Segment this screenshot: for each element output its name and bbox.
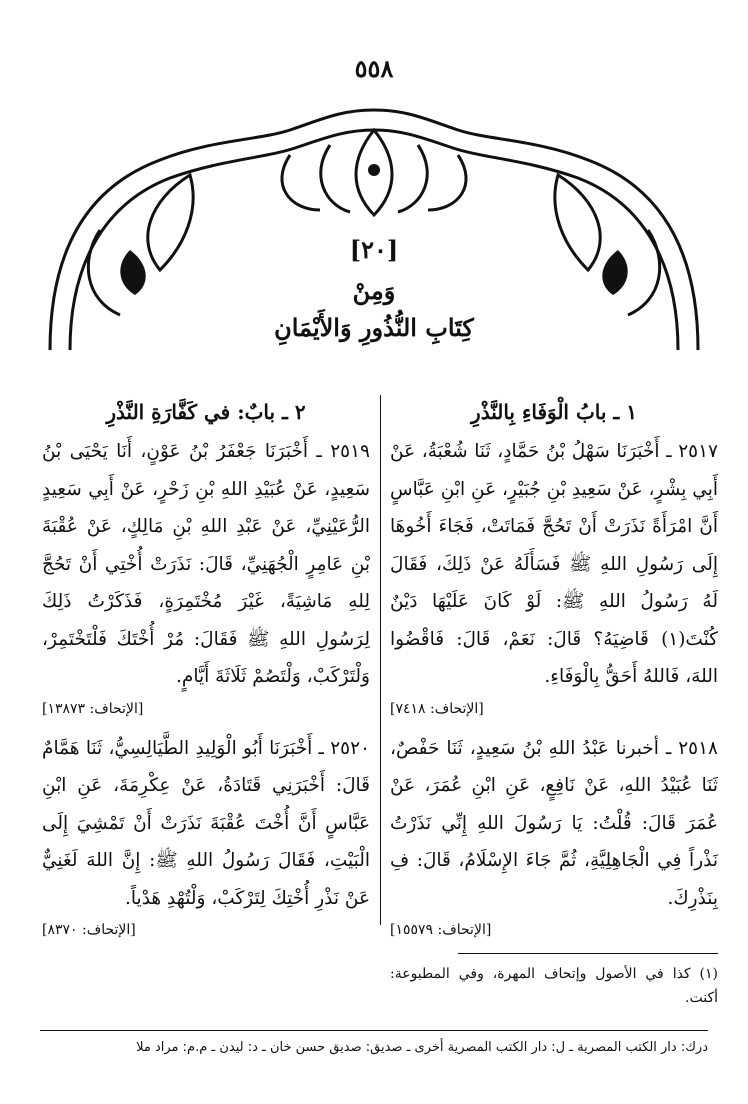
manuscript-sigla: درك: دار الكتب المصرية ـ ل: دار الكتب المصرية أخرى ـ صديق: صديق حسن خان ـ د: ليدن ـ م.م: مراد ملا (136, 1040, 708, 1055)
footnote: (١) كذا في الأصول وإتحاف المهرة، وفي المطبوعة: أكنت. (390, 966, 718, 1006)
bab-title-2: ٢ ـ بابٌ: في كَفَّارَةِ النَّذْرِ (106, 400, 306, 424)
hadith-2520: ٢٥٢٠ ـ أَخْبَرَنَا أَبُو الْوَلِيدِ الطَّيَالِسِيُّ، ثَنَا هَمَّامٌ قَالَ: أَخْبَرَنِي قَتَادَةُ، عَنْ عِكْرِمَةَ، عَنِ ابْنِ عَبَّاسٍ أَنَّ أُخْتَ عُقْبَةَ نَذَرَتْ أَنْ تَمْشِيَ إِلَى الْبَيْتِ، فَقَالَ رَسُولُ اللهِ ﷺ: إِنَّ اللهَ لَغَنِيٌّ عَنْ نَذْرِ أُخْتِكَ لِتَرْكَبْ، وَلْتُهْدِ هَدْياً. (42, 737, 370, 909)
chapter-title: كِتَابِ النُّذُورِ وَالأَيْمَانِ (274, 313, 474, 342)
right-column (390, 395, 718, 1010)
ithaf-reference-2517: [الإتحاف: ٧٤١٨] (390, 700, 484, 717)
ithaf-reference-2518: [الإتحاف: ١٥٥٧٩] (390, 922, 492, 938)
bottom-divider (40, 1030, 708, 1031)
bab-title-1: ١ ـ بابُ الْوَفَاءِ بِالنَّذْرِ (471, 400, 637, 424)
column-divider (380, 395, 381, 925)
hadith-2519: ٢٥١٩ ـ أَخْبَرَنَا جَعْفَرُ بْنُ عَوْنٍ، أَنَا يَحْيَى بْنُ سَعِيدٍ، عَنْ عُبَيْدِ اللهِ بْنِ زَحْرٍ، عَنْ أَبِي سَعِيدٍ الرُّعَيْنِيِّ، عَنْ عَبْدِ اللهِ بْنِ مَالِكٍ، عَنْ عُقْبَةَ بْنِ عَامِرٍ الْجُهَنِيِّ، قَالَ: نَذَرَتْ أُخْتِي أَنْ تَحُجَّ لِلهِ مَاشِيَةً، غَيْرَ مُخْتَمِرَةٍ، فَذَكَرْتُ ذَلِكَ لِرَسُولِ اللهِ ﷺ فَقَالَ: مُرْ أُخْتَكَ فَلْتَخْتَمِرْ، وَلْتَرْكَبْ، وَلْتَصُمْ ثَلَاثَةَ أَيَّامٍ. (42, 441, 370, 687)
ithaf-reference-2519: [الإتحاف: ١٣٨٧٣] (42, 700, 144, 717)
hadith-2518: ٢٥١٨ ـ أخبرنا عَبْدُ اللهِ بْنُ سَعِيدٍ، ثَنَا حَفْصٌ، ثَنَا عُبَيْدُ اللهِ، عَنْ نَافِعٍ، عَنِ ابْنِ عُمَرَ، عَنْ عُمَرَ قَالَ: قُلْتُ: يَا رَسُولَ اللهِ إِنِّي نَذَرْتُ نَذْراً فِي الْجَاهِلِيَّةِ، ثُمَّ جَاءَ الإِسْلَامُ، قَالَ: فِ بِنَذْرِكَ. (390, 737, 718, 909)
footnote-divider (458, 953, 718, 954)
hadith-2517: ٢٥١٧ ـ أَخْبَرَنَا سَهْلُ بْنُ حَمَّادٍ، ثَنَا شُعْبَةُ، عَنْ أَبِي بِشْرٍ، عَنْ سَعِيدِ بْنِ جُبَيْرٍ، عَنِ ابْنِ عَبَّاسٍ أَنَّ امْرَأَةً نَذَرَتْ أَنْ تَحُجَّ فَمَاتَتْ، فَجَاءَ أَخُوهَا إِلَى رَسُولِ اللهِ ﷺ فَسَأَلَهُ عَنْ ذَلِكَ، فَقَالَ لَهُ رَسُولُ اللهِ ﷺ: لَوْ كَانَ عَلَيْهَا دَيْنٌ كُنْتَ(١) قَاضِيَهُ؟ قَالَ: نَعَمْ، قَالَ: فَاقْضُوا اللهَ، فَاللهُ أَحَقُّ بِالْوَفَاءِ. (390, 441, 718, 687)
left-column (42, 395, 370, 951)
ithaf-reference-2520: [الإتحاف: ٨٣٧٠] (42, 922, 136, 938)
chapter-prefix: وَمِنْ (352, 276, 396, 305)
chapter-number: [٢٠] (349, 235, 399, 264)
page-number: ٥٥٨ (354, 54, 394, 83)
chapter-heading (150, 235, 598, 342)
